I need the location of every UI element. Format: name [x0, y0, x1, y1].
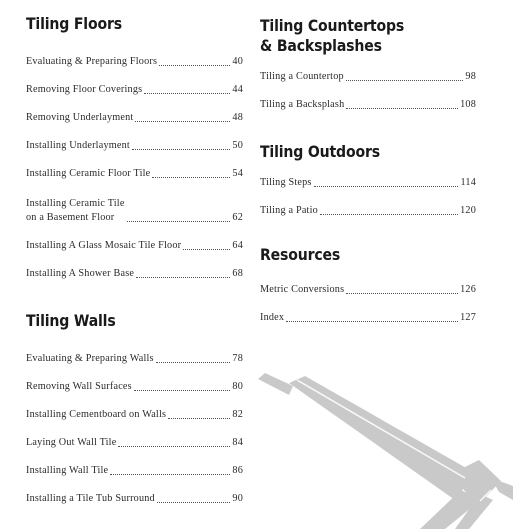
- dot-leader: [134, 390, 231, 391]
- toc-entry[interactable]: [26, 450, 243, 478]
- toc-entry-title: Index: [260, 312, 285, 323]
- toc-entry-title: Metric Conversions: [260, 284, 345, 295]
- dot-leader: [135, 121, 230, 122]
- toc-entry-title: Laying Out Wall Tile: [26, 437, 117, 448]
- toc-entry[interactable]: [260, 297, 476, 325]
- dot-leader: [152, 177, 230, 178]
- toc-entry[interactable]: [260, 269, 476, 297]
- dot-leader: [320, 214, 458, 215]
- dot-leader: [159, 65, 230, 66]
- dot-leader: [157, 502, 231, 503]
- toc-entry[interactable]: [26, 394, 243, 422]
- toc-section-tiling-outdoors: [260, 142, 476, 218]
- toc-section-resources: [260, 245, 476, 325]
- toc-entry-page: 108: [460, 99, 476, 110]
- caulk-gun-icon: [255, 368, 513, 529]
- dot-leader: [127, 221, 231, 222]
- dot-leader: [132, 149, 231, 150]
- toc-entry-page: 84: [232, 437, 243, 448]
- toc-entry[interactable]: [26, 422, 243, 450]
- toc-entry[interactable]: [260, 190, 476, 218]
- toc-entry-page: 44: [232, 84, 243, 95]
- toc-entry-title: Installing a Tile Tub Surround: [26, 493, 155, 504]
- toc-list: [260, 162, 476, 218]
- toc-entry[interactable]: [26, 125, 243, 153]
- toc-entry[interactable]: [260, 56, 476, 84]
- toc-entry[interactable]: [26, 366, 243, 394]
- dot-leader: [346, 80, 464, 81]
- toc-right-column: [260, 16, 476, 325]
- dot-leader: [118, 446, 230, 447]
- toc-entry-page: 48: [232, 112, 243, 123]
- toc-entry-title: Tiling a Patio: [260, 205, 318, 216]
- toc-entry[interactable]: [26, 478, 243, 506]
- toc-section-tiling-floors: [26, 14, 243, 281]
- toc-entry-title: Installing Wall Tile: [26, 465, 109, 476]
- toc-entry-page: 54: [232, 168, 243, 179]
- toc-list: [260, 269, 476, 325]
- dot-leader: [183, 249, 230, 250]
- toc-entry-page: 62: [232, 212, 243, 223]
- toc-entry-title: Installing Cementboard on Walls: [26, 409, 167, 420]
- section-heading: Tiling Countertops & Backsplashes: [260, 16, 405, 55]
- toc-entry-title: Tiling Steps: [260, 177, 312, 188]
- toc-list: [26, 41, 243, 281]
- toc-list: [260, 56, 476, 112]
- toc-entry-title: Installing A Glass Mosaic Tile Floor: [26, 240, 182, 251]
- toc-entry[interactable]: [26, 225, 243, 253]
- toc-entry-page: 86: [232, 465, 243, 476]
- toc-entry[interactable]: [26, 181, 243, 225]
- toc-entry-title: Evaluating & Preparing Walls: [26, 353, 154, 364]
- toc-entry-page: 50: [232, 140, 243, 151]
- toc-entry-page: 127: [460, 312, 476, 323]
- toc-entry[interactable]: [26, 69, 243, 97]
- toc-entry[interactable]: [26, 153, 243, 181]
- toc-entry-title: Installing Underlayment: [26, 140, 130, 151]
- dot-leader: [144, 93, 230, 94]
- toc-entry-page: 40: [232, 56, 243, 67]
- toc-entry-page: 68: [232, 268, 243, 279]
- toc-entry-title: Removing Wall Surfaces: [26, 381, 132, 392]
- section-heading: Tiling Floors: [26, 14, 122, 33]
- toc-entry-title: Evaluating & Preparing Floors: [26, 56, 158, 67]
- toc-entry[interactable]: [26, 41, 243, 69]
- toc-entry-page: 64: [232, 240, 243, 251]
- toc-entry-title: Tiling a Countertop: [260, 71, 344, 82]
- dot-leader: [136, 277, 230, 278]
- dot-leader: [346, 108, 458, 109]
- toc-entry-page: 114: [460, 177, 476, 188]
- toc-entry-title: Installing Ceramic Tile on a Basement Floor: [26, 198, 125, 223]
- toc-entry-title: Removing Underlayment: [26, 112, 134, 123]
- toc-entry-page: 78: [232, 353, 243, 364]
- toc-entry-title: Installing Ceramic Floor Tile: [26, 168, 151, 179]
- toc-section-tiling-walls: [26, 311, 243, 506]
- dot-leader: [168, 418, 230, 419]
- toc-list: [26, 338, 243, 506]
- section-heading: Tiling Outdoors: [260, 142, 380, 161]
- toc-entry-page: 98: [465, 71, 476, 82]
- toc-entry[interactable]: [260, 162, 476, 190]
- dot-leader: [156, 362, 231, 363]
- toc-entry-title: Tiling a Backsplash: [260, 99, 345, 110]
- dot-leader: [286, 321, 458, 322]
- toc-entry-page: 126: [460, 284, 476, 295]
- dot-leader: [314, 186, 459, 187]
- toc-entry[interactable]: [260, 84, 476, 112]
- toc-entry-title: Installing A Shower Base: [26, 268, 135, 279]
- section-heading: Resources: [260, 245, 341, 264]
- toc-entry-page: 82: [232, 409, 243, 420]
- toc-section-countertops-backsplashes: [260, 16, 476, 112]
- toc-entry[interactable]: [26, 253, 243, 281]
- toc-entry[interactable]: [26, 97, 243, 125]
- toc-entry-page: 80: [232, 381, 243, 392]
- toc-entry-page: 90: [232, 493, 243, 504]
- dot-leader: [110, 474, 230, 475]
- toc-entry[interactable]: [26, 338, 243, 366]
- toc-entry-page: 120: [460, 205, 476, 216]
- dot-leader: [346, 293, 458, 294]
- toc-left-column: [26, 14, 243, 506]
- toc-entry-title: Removing Floor Coverings: [26, 84, 143, 95]
- section-heading: Tiling Walls: [26, 311, 116, 330]
